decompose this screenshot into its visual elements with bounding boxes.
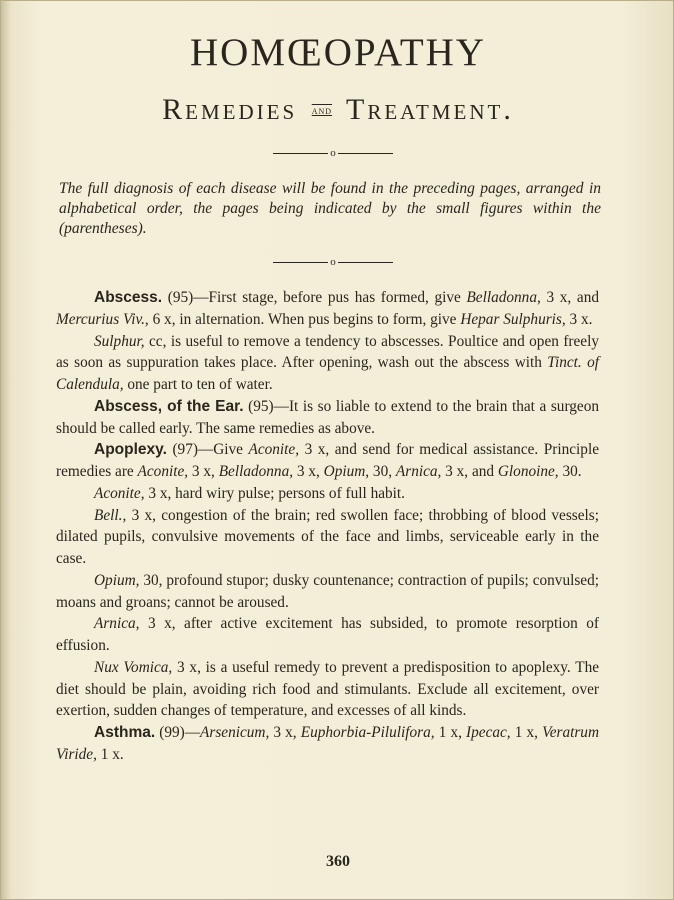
subtitle-remedies: Remedies	[162, 93, 298, 126]
ornamental-divider	[273, 256, 393, 268]
remedy-name: Ipecac,	[466, 724, 511, 741]
ornamental-divider	[273, 147, 393, 159]
remedy-name: Arsenicum,	[200, 724, 270, 741]
divider-glyph: o	[330, 255, 336, 268]
remedy-name: Opium,	[94, 571, 140, 589]
page-number: 360	[326, 853, 350, 870]
remedy-name: Aconite,	[137, 463, 189, 480]
entry-heading: Abscess.	[94, 289, 163, 306]
paragraph: Aconite, 3 x, hard wiry pulse; persons of full habit.	[94, 484, 405, 502]
remedy-name: Tinct. of Calendula,	[56, 354, 599, 393]
entry-abscess-ear: Abscess, of the Ear. (95)—It is so liable to extend to the brain that a surgeon should be called early. The same remedies as above.	[56, 397, 599, 437]
page-subtitle	[1, 91, 674, 130]
divider-glyph: o	[330, 146, 336, 159]
entries-body	[56, 287, 599, 766]
page-title: HOMŒOPATHY	[190, 31, 486, 74]
subtitle-and: and	[311, 105, 333, 117]
remedy-name: Mercurius Viv.,	[56, 310, 149, 328]
paragraph: Nux Vomica, 3 x, is a useful remedy to prevent a predisposition to apoplexy. The diet should be plain, avoiding rich food and stimulants. Exclude all excitement, over exertion, sudden changes of temperature, and excesses of all kinds.	[56, 658, 600, 720]
paragraph: Bell., 3 x, congestion of the brain; red swollen face; throbbing of blood vessels; dilated pupils, convulsive movements of the face and limbs, serviceable early in the case.	[56, 506, 599, 567]
remedy-name: Veratrum Viride,	[56, 724, 599, 763]
paragraph: Arnica, 3 x, after active excitement has subsided, to promote resorption of effusion.	[56, 615, 599, 654]
entry-heading: Abscess, of the Ear.	[94, 397, 244, 415]
remedy-name: Belladonna,	[466, 289, 541, 306]
remedy-name: Opium,	[323, 463, 370, 480]
subtitle-treatment: Treatment.	[346, 93, 514, 126]
remedy-name: Arnica,	[94, 615, 140, 633]
entry-asthma: Asthma. (99)—Arsenicum, 3 x, Euphorbia-Pilulifora, 1 x, Ipecac, 1 x, Veratrum Viride, 1 x.	[56, 724, 599, 763]
paragraph: Sulphur, cc, is useful to remove a tendency to abscesses. Poultice and open freely as soon as suppuration takes place. After opening, wash out the abscess with Tinct. of Calendula, one part to ten of water.	[56, 332, 599, 393]
remedy-name: Sulphur,	[94, 332, 145, 350]
entry-heading: Apoplexy.	[94, 441, 167, 459]
entry-apoplexy: Apoplexy. (97)—Give Aconite, 3 x, and send for medical assistance. Principle remedies are Aconite, 3 x, Belladonna, 3 x, Opium, 30, Arnica, 3 x, and Glonoine, 30.	[56, 441, 599, 480]
remedy-name: Aconite,	[94, 484, 145, 502]
entry-abscess: Abscess. (95)—First stage, before pus has formed, give Belladonna, 3 x, and Mercurius Viv., 6 x, in alternation. When pus begins to form, give Hepar Sulphuris, 3 x.	[56, 289, 599, 328]
paragraph: Opium, 30, profound stupor; dusky countenance; contraction of pupils; convulsed; moans and groans; cannot be aroused.	[56, 571, 599, 611]
remedy-name: Arnica,	[395, 463, 442, 480]
intro-note: The full diagnosis of each disease will be found in the preceding pages, arranged in alphabetical order, the pages being indicated by the small figures within the (parentheses).	[59, 180, 601, 237]
remedy-name: Aconite,	[248, 441, 300, 459]
remedy-name: Hepar Sulphuris,	[460, 310, 566, 328]
remedy-name: Belladonna,	[218, 463, 294, 480]
remedy-name: Nux Vomica,	[94, 658, 173, 676]
remedy-name: Euphorbia-Pilulifora,	[300, 724, 435, 741]
remedy-name: Glonoine,	[497, 463, 559, 480]
remedy-name: Bell.,	[94, 506, 127, 524]
entry-heading: Asthma.	[94, 724, 156, 741]
